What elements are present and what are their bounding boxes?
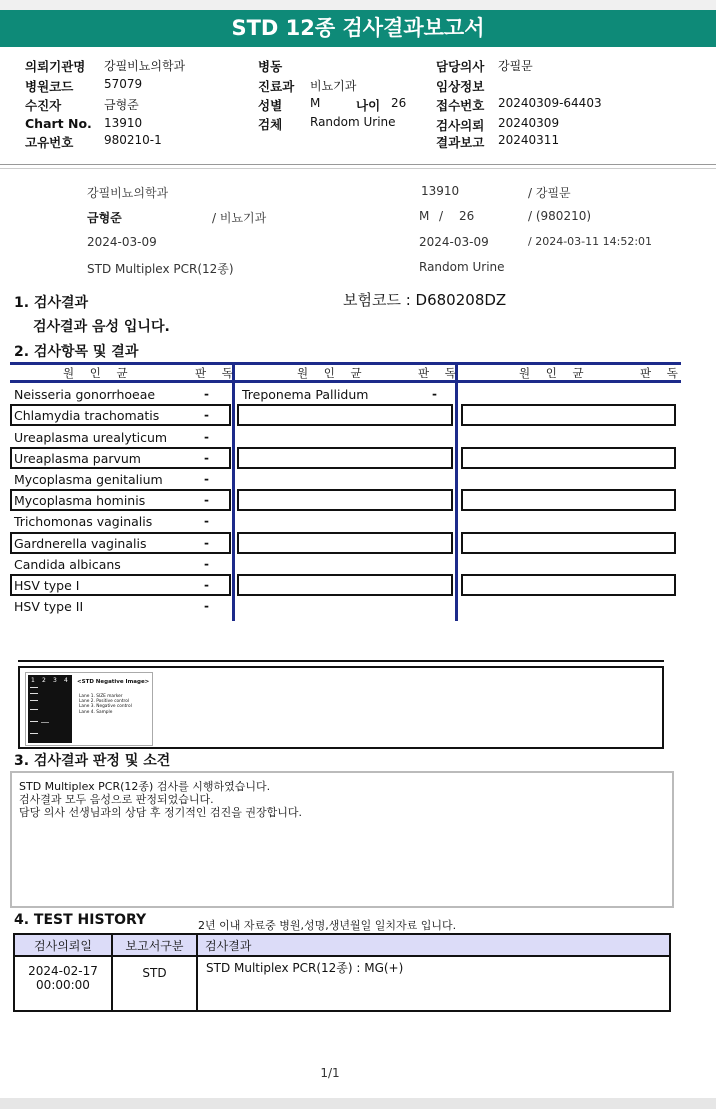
bottom-strip — [0, 1098, 716, 1109]
history-header: 검사의뢰일 — [14, 934, 112, 956]
summary-dept: / 비뇨기과 — [212, 211, 267, 225]
pathogen-result: - — [204, 451, 209, 465]
header-value: 980210-1 — [104, 133, 162, 147]
header-value: 57079 — [104, 77, 143, 91]
findings-line: 검사결과 모두 음성으로 판정되었습니다. — [19, 793, 214, 806]
header-value: 비뇨기과 — [310, 79, 357, 93]
column-divider — [232, 362, 235, 621]
gel-legend-item: Lane 4. Sample — [79, 709, 113, 715]
row-box — [237, 404, 453, 426]
section-heading: 3. 검사결과 판정 및 소견 — [14, 753, 171, 769]
pathogen-name: Chlamydia trachomatis — [14, 408, 160, 423]
summary-specimen: Random Urine — [419, 260, 505, 274]
header-value: 20240309-64403 — [498, 96, 602, 110]
gel-legend-item: Lane 1. SIZE marker — [79, 694, 123, 699]
column-divider — [455, 362, 458, 621]
row-box — [461, 404, 676, 426]
summary-sex: M — [419, 209, 430, 223]
pathogen-result: - — [204, 599, 209, 613]
findings-line: 담당 의사 선생님과의 상담 후 정기적인 검진을 권장합니다. — [19, 806, 302, 819]
header-label: 성별 — [258, 98, 283, 113]
history-header: 검사결과 — [197, 934, 670, 956]
divider — [0, 168, 716, 169]
lane-label: 1 — [31, 677, 35, 684]
section-heading: 4. TEST HISTORY — [14, 912, 147, 928]
history-note: 2년 이내 자료중 병원,성명,생년월일 일치자료 입니다. — [198, 919, 457, 932]
summary-date: 2024-03-09 — [419, 235, 489, 249]
pathogen-result: - — [204, 472, 209, 486]
history-date: 2024-02-17 — [28, 964, 98, 978]
findings-box — [10, 771, 674, 908]
pathogen-result: - — [204, 387, 209, 401]
row-box — [237, 574, 453, 596]
pathogen-name: Trichomonas vaginalis — [14, 514, 153, 529]
pathogen-name: Mycoplasma hominis — [14, 493, 146, 508]
header-label: 진료과 — [258, 79, 295, 94]
row-box — [461, 447, 676, 469]
summary-sep: / — [439, 209, 444, 223]
column-header: 원 인 균 — [63, 366, 134, 380]
result-summary: 검사결과 음성 입니다. — [33, 319, 170, 335]
history-result: STD Multiplex PCR(12종) : MG(+) — [197, 956, 670, 1011]
summary-patient: 금형준 — [87, 211, 122, 225]
header-label: 접수번호 — [436, 98, 485, 113]
column-header: 판 독 — [418, 366, 462, 380]
history-time: 00:00:00 — [36, 978, 90, 992]
insurance-code: 보험코드 : D680208DZ — [343, 291, 507, 309]
header-value: M — [310, 96, 321, 110]
gel-band — [30, 709, 38, 710]
pathogen-result: - — [204, 430, 209, 444]
gel-band — [30, 687, 38, 688]
pathogen-name: Treponema Pallidum — [242, 387, 369, 402]
pathogen-result: - — [204, 578, 209, 592]
header-value: 금형준 — [104, 98, 139, 112]
row-box — [461, 574, 676, 596]
row-box — [461, 489, 676, 511]
pathogen-result: - — [204, 408, 209, 422]
gel-legend — [79, 694, 132, 715]
history-header: 보고서구분 — [112, 934, 197, 956]
summary-id: / (980210) — [528, 209, 592, 223]
section-heading: 2. 검사항목 및 결과 — [14, 344, 139, 360]
gel-image — [25, 672, 153, 746]
header-label: Chart No. — [25, 116, 92, 131]
header-value: 강필비뇨의학과 — [104, 59, 186, 73]
section-heading: 1. 검사결과 — [14, 295, 89, 311]
header-label: 병동 — [258, 59, 283, 74]
row-box — [461, 532, 676, 554]
divider — [18, 660, 664, 662]
header-label: 검체 — [258, 117, 283, 132]
header-label: 담당의사 — [436, 59, 485, 74]
pathogen-result: - — [204, 557, 209, 571]
history-table — [13, 933, 671, 1012]
pathogen-name: Candida albicans — [14, 557, 121, 572]
pathogen-result: - — [204, 536, 209, 550]
header-label: 임상정보 — [436, 79, 485, 94]
summary-age: 26 — [459, 209, 475, 223]
summary-date: 2024-03-09 — [87, 235, 157, 249]
summary-doctor: / 강필문 — [528, 186, 571, 200]
page-number: 1/1 — [320, 1066, 340, 1080]
header-value: 26 — [391, 96, 407, 110]
pathogen-name: Gardnerella vaginalis — [14, 536, 147, 551]
header-value: 20240311 — [498, 133, 560, 147]
row-box — [237, 489, 453, 511]
pathogen-result: - — [432, 387, 437, 401]
table-row — [14, 956, 670, 1011]
summary-report-time: / 2024-03-11 14:52:01 — [528, 235, 653, 248]
pathogen-name: Ureaplasma parvum — [14, 451, 141, 466]
column-header: 판 독 — [640, 366, 684, 380]
gel-title: <STD Negative Image> — [77, 679, 150, 685]
header-label: 의뢰기관명 — [25, 59, 86, 74]
summary-hospital: 강필비뇨의학과 — [87, 186, 169, 200]
header-label: 고유번호 — [25, 135, 74, 150]
pathogen-result: - — [204, 514, 209, 528]
pathogen-result: - — [204, 493, 209, 507]
header-label: 병원코드 — [25, 79, 74, 94]
gel-band — [30, 721, 38, 722]
header-value: 강필문 — [498, 59, 533, 73]
pathogen-name: Ureaplasma urealyticum — [14, 430, 168, 445]
pathogen-name: HSV type I — [14, 578, 80, 593]
pathogen-name: Neisseria gonorrhoeae — [14, 387, 156, 402]
column-header: 판 독 — [195, 366, 239, 380]
findings-line: STD Multiplex PCR(12종) 검사를 시행하였습니다. — [19, 780, 271, 793]
gel-legend-item: Lane 2. Positive control — [79, 699, 130, 705]
history-date-cell — [14, 956, 112, 1011]
row-box — [237, 447, 453, 469]
header-value: Random Urine — [310, 115, 396, 129]
gel-band — [30, 733, 38, 734]
header-label: 결과보고 — [436, 135, 485, 150]
header-label: 수진자 — [25, 98, 62, 113]
lane-label: 3 — [53, 677, 57, 684]
pathogen-name: HSV type II — [14, 599, 84, 614]
gel-band — [41, 722, 49, 723]
column-header: 원 인 균 — [297, 366, 368, 380]
header-label: 검사의뢰 — [436, 118, 485, 133]
lane-label: 4 — [64, 677, 68, 684]
row-box — [237, 532, 453, 554]
history-type: STD — [112, 956, 197, 1011]
header-value: 13910 — [104, 116, 143, 130]
divider — [0, 164, 716, 165]
summary-test: STD Multiplex PCR(12종) — [87, 262, 234, 276]
gel-image-panel — [18, 666, 664, 749]
lane-label: 2 — [42, 677, 46, 684]
header-value: 20240309 — [498, 116, 560, 130]
gel-band — [30, 693, 38, 694]
report-title: STD 12종 검사결과보고서 — [0, 10, 716, 47]
column-header: 원 인 균 — [519, 366, 590, 380]
gel-legend-item: Lane 3. Negative control — [79, 704, 132, 710]
gel-lanes — [28, 675, 72, 743]
summary-chart: 13910 — [421, 184, 460, 198]
header-label: 나이 — [356, 98, 381, 113]
top-strip — [0, 0, 716, 10]
pathogen-name: Mycoplasma genitalium — [14, 472, 163, 487]
gel-band — [30, 700, 38, 701]
